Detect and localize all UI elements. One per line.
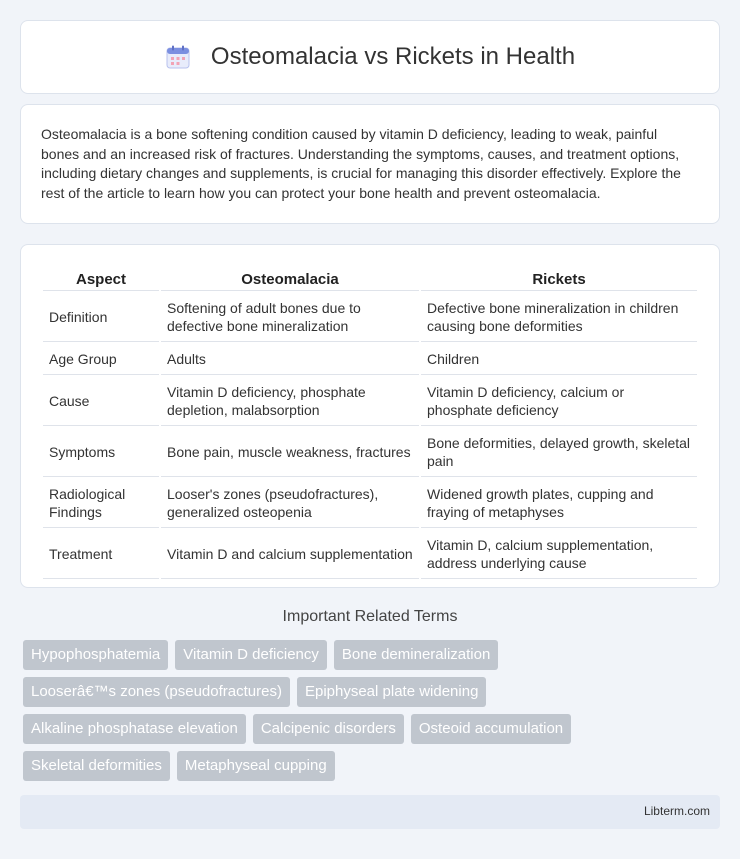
page-title: Osteomalacia vs Rickets in Health xyxy=(210,43,576,70)
table-cell-aspect: Radiological Findings xyxy=(43,479,159,528)
table-row xyxy=(43,428,697,477)
table-cell-rickets: Vitamin D deficiency, calcium or phosphate deficiency xyxy=(421,377,697,426)
table-row xyxy=(43,377,697,426)
table-cell-osteomalacia: Vitamin D and calcium supplementation xyxy=(161,530,419,579)
intro-card xyxy=(20,104,720,224)
term-chip[interactable]: Osteoid accumulation xyxy=(411,714,571,744)
term-chip[interactable]: Bone demineralization xyxy=(334,640,498,670)
term-chip[interactable]: Hypophosphatemia xyxy=(23,640,168,670)
intro-text: Osteomalacia is a bone softening condition caused by vitamin D deficiency, leading to weak, painful bones and an increased risk of fractures. Understanding the symptoms, causes, and treatment options, including dietary changes and supplements, is crucial for managing this disorder effectively. Explore the rest of the article to learn how you can protect your bone health and prevent osteomalacia. xyxy=(41,126,681,201)
term-row xyxy=(23,640,723,670)
comparison-table xyxy=(41,265,699,581)
table-row xyxy=(43,530,697,579)
related-terms-list xyxy=(23,640,723,788)
table-row xyxy=(43,479,697,528)
term-row xyxy=(23,677,723,707)
table-cell-rickets: Vitamin D, calcium supplementation, address underlying cause xyxy=(421,530,697,579)
table-cell-aspect: Cause xyxy=(43,377,159,426)
term-chip[interactable]: Alkaline phosphatase elevation xyxy=(23,714,246,744)
term-chip[interactable]: Epiphyseal plate widening xyxy=(297,677,486,707)
table-cell-aspect: Symptoms xyxy=(43,428,159,477)
table-cell-osteomalacia: Softening of adult bones due to defective bone mineralization xyxy=(161,293,419,342)
table-cell-osteomalacia: Vitamin D deficiency, phosphate depletion, malabsorption xyxy=(161,377,419,426)
term-chip[interactable]: Vitamin D deficiency xyxy=(175,640,327,670)
table-cell-osteomalacia: Bone pain, muscle weakness, fractures xyxy=(161,428,419,477)
table-cell-rickets: Bone deformities, delayed growth, skeletal pain xyxy=(421,428,697,477)
term-chip[interactable]: Skeletal deformities xyxy=(23,751,170,781)
table-cell-aspect: Treatment xyxy=(43,530,159,579)
table-cell-rickets: Defective bone mineralization in children causing bone deformities xyxy=(421,293,697,342)
term-chip[interactable]: Looserâ€™s zones (pseudofractures) xyxy=(23,677,290,707)
related-terms-title: Important Related Terms xyxy=(282,608,458,625)
term-row xyxy=(23,714,723,744)
table-row xyxy=(43,344,697,375)
table-cell-rickets: Widened growth plates, cupping and fraying of metaphyses xyxy=(421,479,697,528)
header-card xyxy=(20,20,720,94)
term-chip[interactable]: Metaphyseal cupping xyxy=(177,751,335,781)
table-cell-aspect: Definition xyxy=(43,293,159,342)
term-row xyxy=(23,751,723,781)
comparison-table-card xyxy=(20,244,720,588)
table-cell-osteomalacia: Looser's zones (pseudofractures), generalized osteopenia xyxy=(161,479,419,528)
column-header-aspect: Aspect xyxy=(43,267,159,291)
table-cell-osteomalacia: Adults xyxy=(161,344,419,375)
table-header-row xyxy=(43,267,697,291)
footer xyxy=(20,795,720,829)
column-header-rickets: Rickets xyxy=(421,267,697,291)
column-header-osteomalacia: Osteomalacia xyxy=(161,267,419,291)
table-row xyxy=(43,293,697,342)
table-cell-aspect: Age Group xyxy=(43,344,159,375)
term-chip[interactable]: Calcipenic disorders xyxy=(253,714,404,744)
table-cell-rickets: Children xyxy=(421,344,697,375)
calendar-icon xyxy=(165,44,191,70)
footer-site-link[interactable]: Libterm.com xyxy=(643,804,710,818)
